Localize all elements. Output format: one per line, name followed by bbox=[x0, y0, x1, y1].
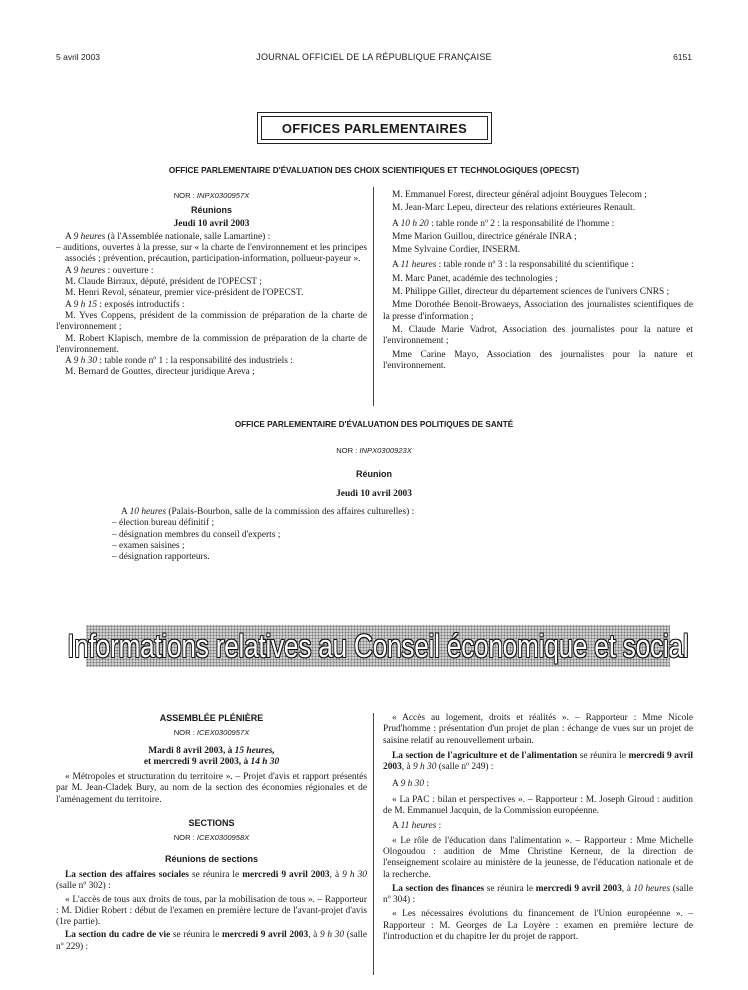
opecst-right-11: Mme Carine Mayo, Association des journalistes pour la nature et l'environnement. bbox=[383, 349, 693, 371]
ces-assembly-heading: ASSEMBLÉE PLÉNIÈRE bbox=[159, 713, 264, 723]
ces-banner bbox=[67, 625, 689, 667]
opeps-heading: Réunion bbox=[356, 469, 392, 479]
opecst-line-3: A 9 heures : ouverture : bbox=[65, 265, 154, 276]
opeps-title: OFFICE PARLEMENTAIRE D'ÉVALUATION DES POLITIQUES DE SANTÉ bbox=[234, 420, 514, 429]
ces-right-column bbox=[383, 713, 693, 943]
opecst-right-10: M. Claude Marie Vadrot, Association des journalistes pour la nature et l'environnement ; bbox=[383, 324, 693, 347]
opecst-right-3: A 10 h 20 : table ronde nº 2 : la responsabilité de l'homme : bbox=[392, 218, 615, 229]
opecst-line-5: M. Henri Revol, sénateur, premier vice-président de l'OPECST. bbox=[65, 288, 304, 299]
opecst-left-column bbox=[56, 190, 367, 379]
ces-right-1: « Accès au logement, droits et réalités ». – Rapporteur : Mme Nicole Prud'homme : présentation d'un projet de plan : échange de vues sur un projet de saisine relatif au renouvellement urbain. bbox=[383, 713, 693, 746]
opecst-line-9: A 9 h 30 : table ronde nº 1 : la responsabilité des industriels : bbox=[65, 356, 293, 367]
opecst-line-1: A 9 heures (à l'Assemblée nationale, salle Lamartine) : bbox=[65, 231, 271, 242]
ces-left-column bbox=[56, 713, 367, 953]
opecst-date: Jeudi 10 avril 2003 bbox=[173, 218, 250, 229]
ces-banner-text: Informations relatives au Conseil économique et social bbox=[67, 627, 689, 664]
ces-right-4: « La PAC : bilan et perspectives ». – Rapporteur : M. Joseph Giroud : audition de M. Emmanuel Jacquin, de la Commission européenne. bbox=[383, 794, 693, 817]
opeps-line-1: A 10 heures (Palais-Bourbon, salle de la commission des affaires culturelles) : bbox=[121, 507, 415, 517]
opecst-right-4: Mme Marion Guillou, directrice générale INRA ; bbox=[392, 231, 577, 242]
opecst-right-column bbox=[383, 190, 693, 372]
opecst-right-7: M. Marc Panet, académie des technologies ; bbox=[392, 273, 558, 284]
opecst-line-2: – auditions, ouvertes à la presse, sur « la charte de l'environnement et les principes associés ; prévention, précaution, participation-information, pollueur-payeur ». bbox=[56, 243, 367, 265]
opecst-heading: Réunions bbox=[190, 205, 232, 216]
ces-assembly-text: « Métropoles et structuration du territoire ». – Projet d'avis et rapport présentés par M. Jean-Cladek Bury, au nom de la section des économies régionales et de l'aménagement du territoire. bbox=[56, 772, 367, 805]
opeps-item: – désignation rapporteurs. bbox=[112, 552, 210, 563]
opecst-line-10: M. Bernard de Gouttes, directeur juridique Areva ; bbox=[65, 367, 255, 378]
opecst-right-6: A 11 heures : table ronde nº 3 : la responsabilité du scientifique : bbox=[392, 260, 634, 271]
opeps-item: – élection bureau définitif ; bbox=[112, 518, 215, 529]
ces-sections-heading: SECTIONS bbox=[188, 818, 235, 829]
section-title-frame bbox=[257, 112, 492, 144]
opecst-right-1: M. Emmanuel Forest, directeur général adjoint Bouygues Telecom ; bbox=[392, 190, 647, 200]
ces-sections-nor: NOR : ICEX0300958X bbox=[173, 833, 250, 843]
ces-reunions-heading: Réunions de sections bbox=[164, 853, 259, 864]
opecst-title: OFFICE PARLEMENTAIRE D'ÉVALUATION DES CHOIX SCIENTIFIQUES ET TECHNOLOGIQUES (OPECST) bbox=[168, 166, 580, 175]
opeps-item: – désignation membres du conseil d'experts ; bbox=[112, 529, 281, 540]
ces-right-8: « Les nécessaires évolutions du financement de l'Union européenne ». – Rapporteur : M. Georges de La Loyère : examen en première lecture de l'introduction et du chapitre Ier du projet de rapport. bbox=[383, 909, 693, 943]
opecst-right-5: Mme Sylvaine Cordier, INSERM. bbox=[392, 245, 520, 256]
opecst-right-2: M. Jean-Marc Lepeu, directeur des relations extérieures Renault. bbox=[392, 203, 636, 214]
ces-assembly-date-2: et mercredi 9 avril 2003, à 14 h 30 bbox=[143, 756, 280, 767]
ces-assembly-date-1: Mardi 8 avril 2003, à 15 heures, bbox=[148, 745, 275, 756]
opecst-right-8: M. Philippe Gillet, directeur du département sciences de l'univers CNRS ; bbox=[392, 287, 670, 298]
opeps-nor: NOR : INPX0300923X bbox=[336, 446, 412, 455]
opecst-line-4: M. Claude Birraux, député, président de l'OPECST ; bbox=[65, 277, 262, 288]
opecst-nor: NOR : INPX0300957X bbox=[173, 191, 250, 200]
opeps-body bbox=[112, 507, 632, 563]
ces-assembly-nor: NOR : ICEX0300957X bbox=[173, 728, 250, 738]
opecst-line-8: M. Robert Klapisch, membre de la commission de préparation de la charte de l'environnement. bbox=[56, 333, 367, 355]
ces-section-finances: La section des finances se réunira le mercredi 9 avril 2003, à 10 heures (salle nº 304) : bbox=[383, 883, 693, 906]
opeps-item: – examen saisines ; bbox=[112, 540, 185, 551]
opeps-date: Jeudi 10 avril 2003 bbox=[336, 489, 412, 499]
ces-section-agriculture: La section de l'agriculture et de l'alimentation se réunira le mercredi 9 avril 2003, à 9 h 30 (salle nº 249) : bbox=[383, 750, 694, 773]
ces-right-5: A 11 heures : bbox=[392, 821, 442, 832]
ces-section-sociales-text: « L'accès de tous aux droits de tous, par la mobilisation de tous ». – Rapporteur : M. Didier Robert : début de l'examen en première lecture de l'avant-projet d'avis (1re partie). bbox=[56, 894, 367, 928]
opecst-right-9: Mme Dorothée Benoit-Browaeys, Association des journalistes scientifiques de la presse d'information ; bbox=[383, 300, 693, 322]
column-divider bbox=[373, 187, 374, 406]
ces-section-cadre-de-vie: La section du cadre de vie se réunira le mercredi 9 avril 2003, à 9 h 30 (salle nº 229) : bbox=[56, 930, 367, 952]
ces-right-6: « Le rôle de l'éducation dans l'alimentation ». – Rapporteur : Mme Michelle Ologoudou : audition de Mme Christine Kerneur, de la direction de l'enseignement scolaire au ministère de la jeunesse, de l'éducation nationale et de la recherche. bbox=[383, 835, 693, 880]
header-journal-title: JOURNAL OFFICIEL DE LA RÉPUBLIQUE FRANÇAISE bbox=[256, 52, 492, 62]
ces-section-sociales: La section des affaires sociales se réunira le mercredi 9 avril 2003, à 9 h 30 (salle nº 302) : bbox=[56, 869, 367, 892]
section-title: OFFICES PARLEMENTAIRES bbox=[261, 116, 488, 140]
column-divider bbox=[373, 713, 374, 975]
header-page-number: 6151 bbox=[673, 52, 692, 62]
header-date: 5 avril 2003 bbox=[56, 52, 100, 62]
opecst-line-7: M. Yves Coppens, président de la commission de préparation de la charte de l'environnement ; bbox=[56, 310, 367, 333]
opecst-line-6: A 9 h 15 : exposés introductifs : bbox=[65, 299, 185, 310]
ces-right-3: A 9 h 30 : bbox=[392, 779, 429, 790]
